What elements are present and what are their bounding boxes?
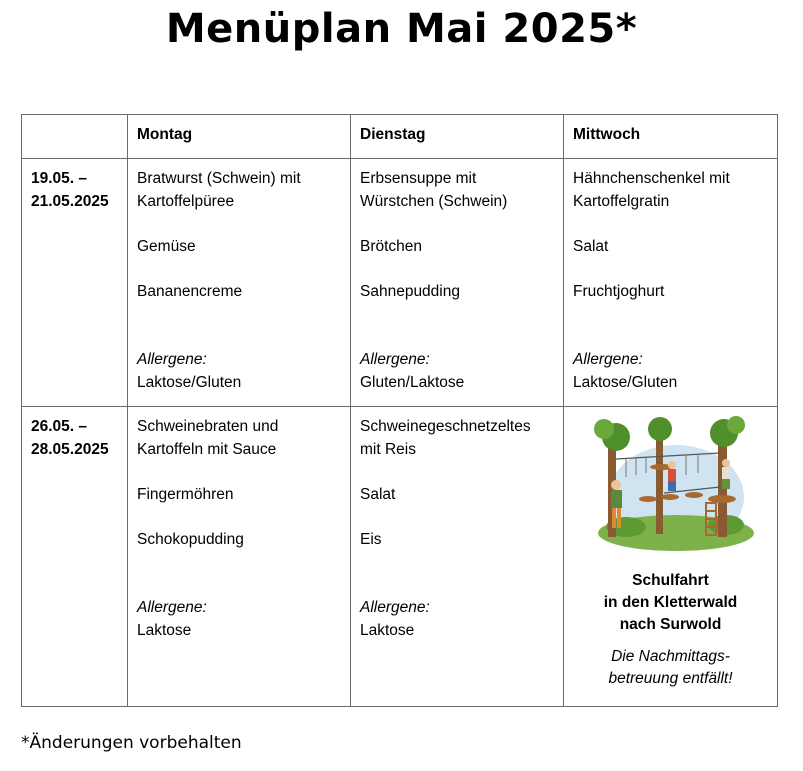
- menu-cell-dienstag: [351, 159, 564, 407]
- main-dish: Erbsensuppe mit: [360, 170, 477, 187]
- main-dish: Kartoffelgratin: [573, 193, 670, 210]
- header-date-cell: [22, 115, 128, 159]
- allergen-list: Laktose: [137, 622, 192, 639]
- week-date-cell: [22, 407, 128, 707]
- allergen-list: Laktose: [360, 622, 415, 639]
- table-row: [22, 159, 778, 407]
- trip-title: Schulfahrt in den Kletterwald nach Surwold: [603, 572, 738, 633]
- table-header-row: [22, 115, 778, 159]
- dessert: Fruchtjoghurt: [573, 283, 665, 300]
- date-range-start: 26.05. –: [31, 418, 88, 435]
- main-dish: Kartoffeln mit Sauce: [137, 441, 277, 458]
- date-range-end: 28.05.2025: [31, 441, 109, 458]
- dessert: Eis: [360, 531, 382, 548]
- dessert: Bananencreme: [137, 283, 243, 300]
- header-dienstag: Dienstag: [351, 115, 564, 159]
- allergen-label: Allergene:: [573, 351, 643, 368]
- trip-note: Die Nachmittags- betreuung entfällt!: [608, 648, 733, 687]
- menu-cell-dienstag: [351, 407, 564, 707]
- allergen-list: Gluten/Laktose: [360, 374, 465, 391]
- week-date-cell: [22, 159, 128, 407]
- allergen-label: Allergene:: [137, 351, 207, 368]
- dessert: Schokopudding: [137, 531, 244, 548]
- main-dish: Bratwurst (Schwein) mit: [137, 170, 301, 187]
- side-dish: Gemüse: [137, 238, 196, 255]
- menu-cell-montag: [128, 159, 351, 407]
- allergen-label: Allergene:: [137, 599, 207, 616]
- menu-cell-montag: [128, 407, 351, 707]
- main-dish: Hähnchenschenkel mit: [573, 170, 730, 187]
- main-dish: Kartoffelpüree: [137, 193, 235, 210]
- trip-cell-mittwoch: [564, 407, 778, 707]
- allergen-list: Laktose/Gluten: [137, 374, 242, 391]
- allergen-label: Allergene:: [360, 599, 430, 616]
- side-dish: Brötchen: [360, 238, 423, 255]
- side-dish: Salat: [360, 486, 396, 503]
- menu-cell-mittwoch: [564, 159, 778, 407]
- date-range-start: 19.05. –: [31, 170, 88, 187]
- main-dish: mit Reis: [360, 441, 416, 458]
- side-dish: Salat: [573, 238, 609, 255]
- page-title: Menüplan Mai 2025*: [165, 6, 638, 52]
- main-dish: Schweinegeschnetzeltes: [360, 418, 531, 435]
- main-dish: Schweinebraten und: [137, 418, 279, 435]
- climbing-park-illustration-icon: [586, 415, 756, 555]
- header-montag: Montag: [128, 115, 351, 159]
- menu-table: [21, 114, 778, 707]
- main-dish: Würstchen (Schwein): [360, 193, 508, 210]
- date-range-end: 21.05.2025: [31, 193, 109, 210]
- allergen-label: Allergene:: [360, 351, 430, 368]
- side-dish: Fingermöhren: [137, 486, 234, 503]
- table-row: [22, 407, 778, 707]
- footnote: *Änderungen vorbehalten: [21, 733, 242, 753]
- allergen-list: Laktose/Gluten: [573, 374, 678, 391]
- dessert: Sahnepudding: [360, 283, 460, 300]
- header-mittwoch: Mittwoch: [564, 115, 778, 159]
